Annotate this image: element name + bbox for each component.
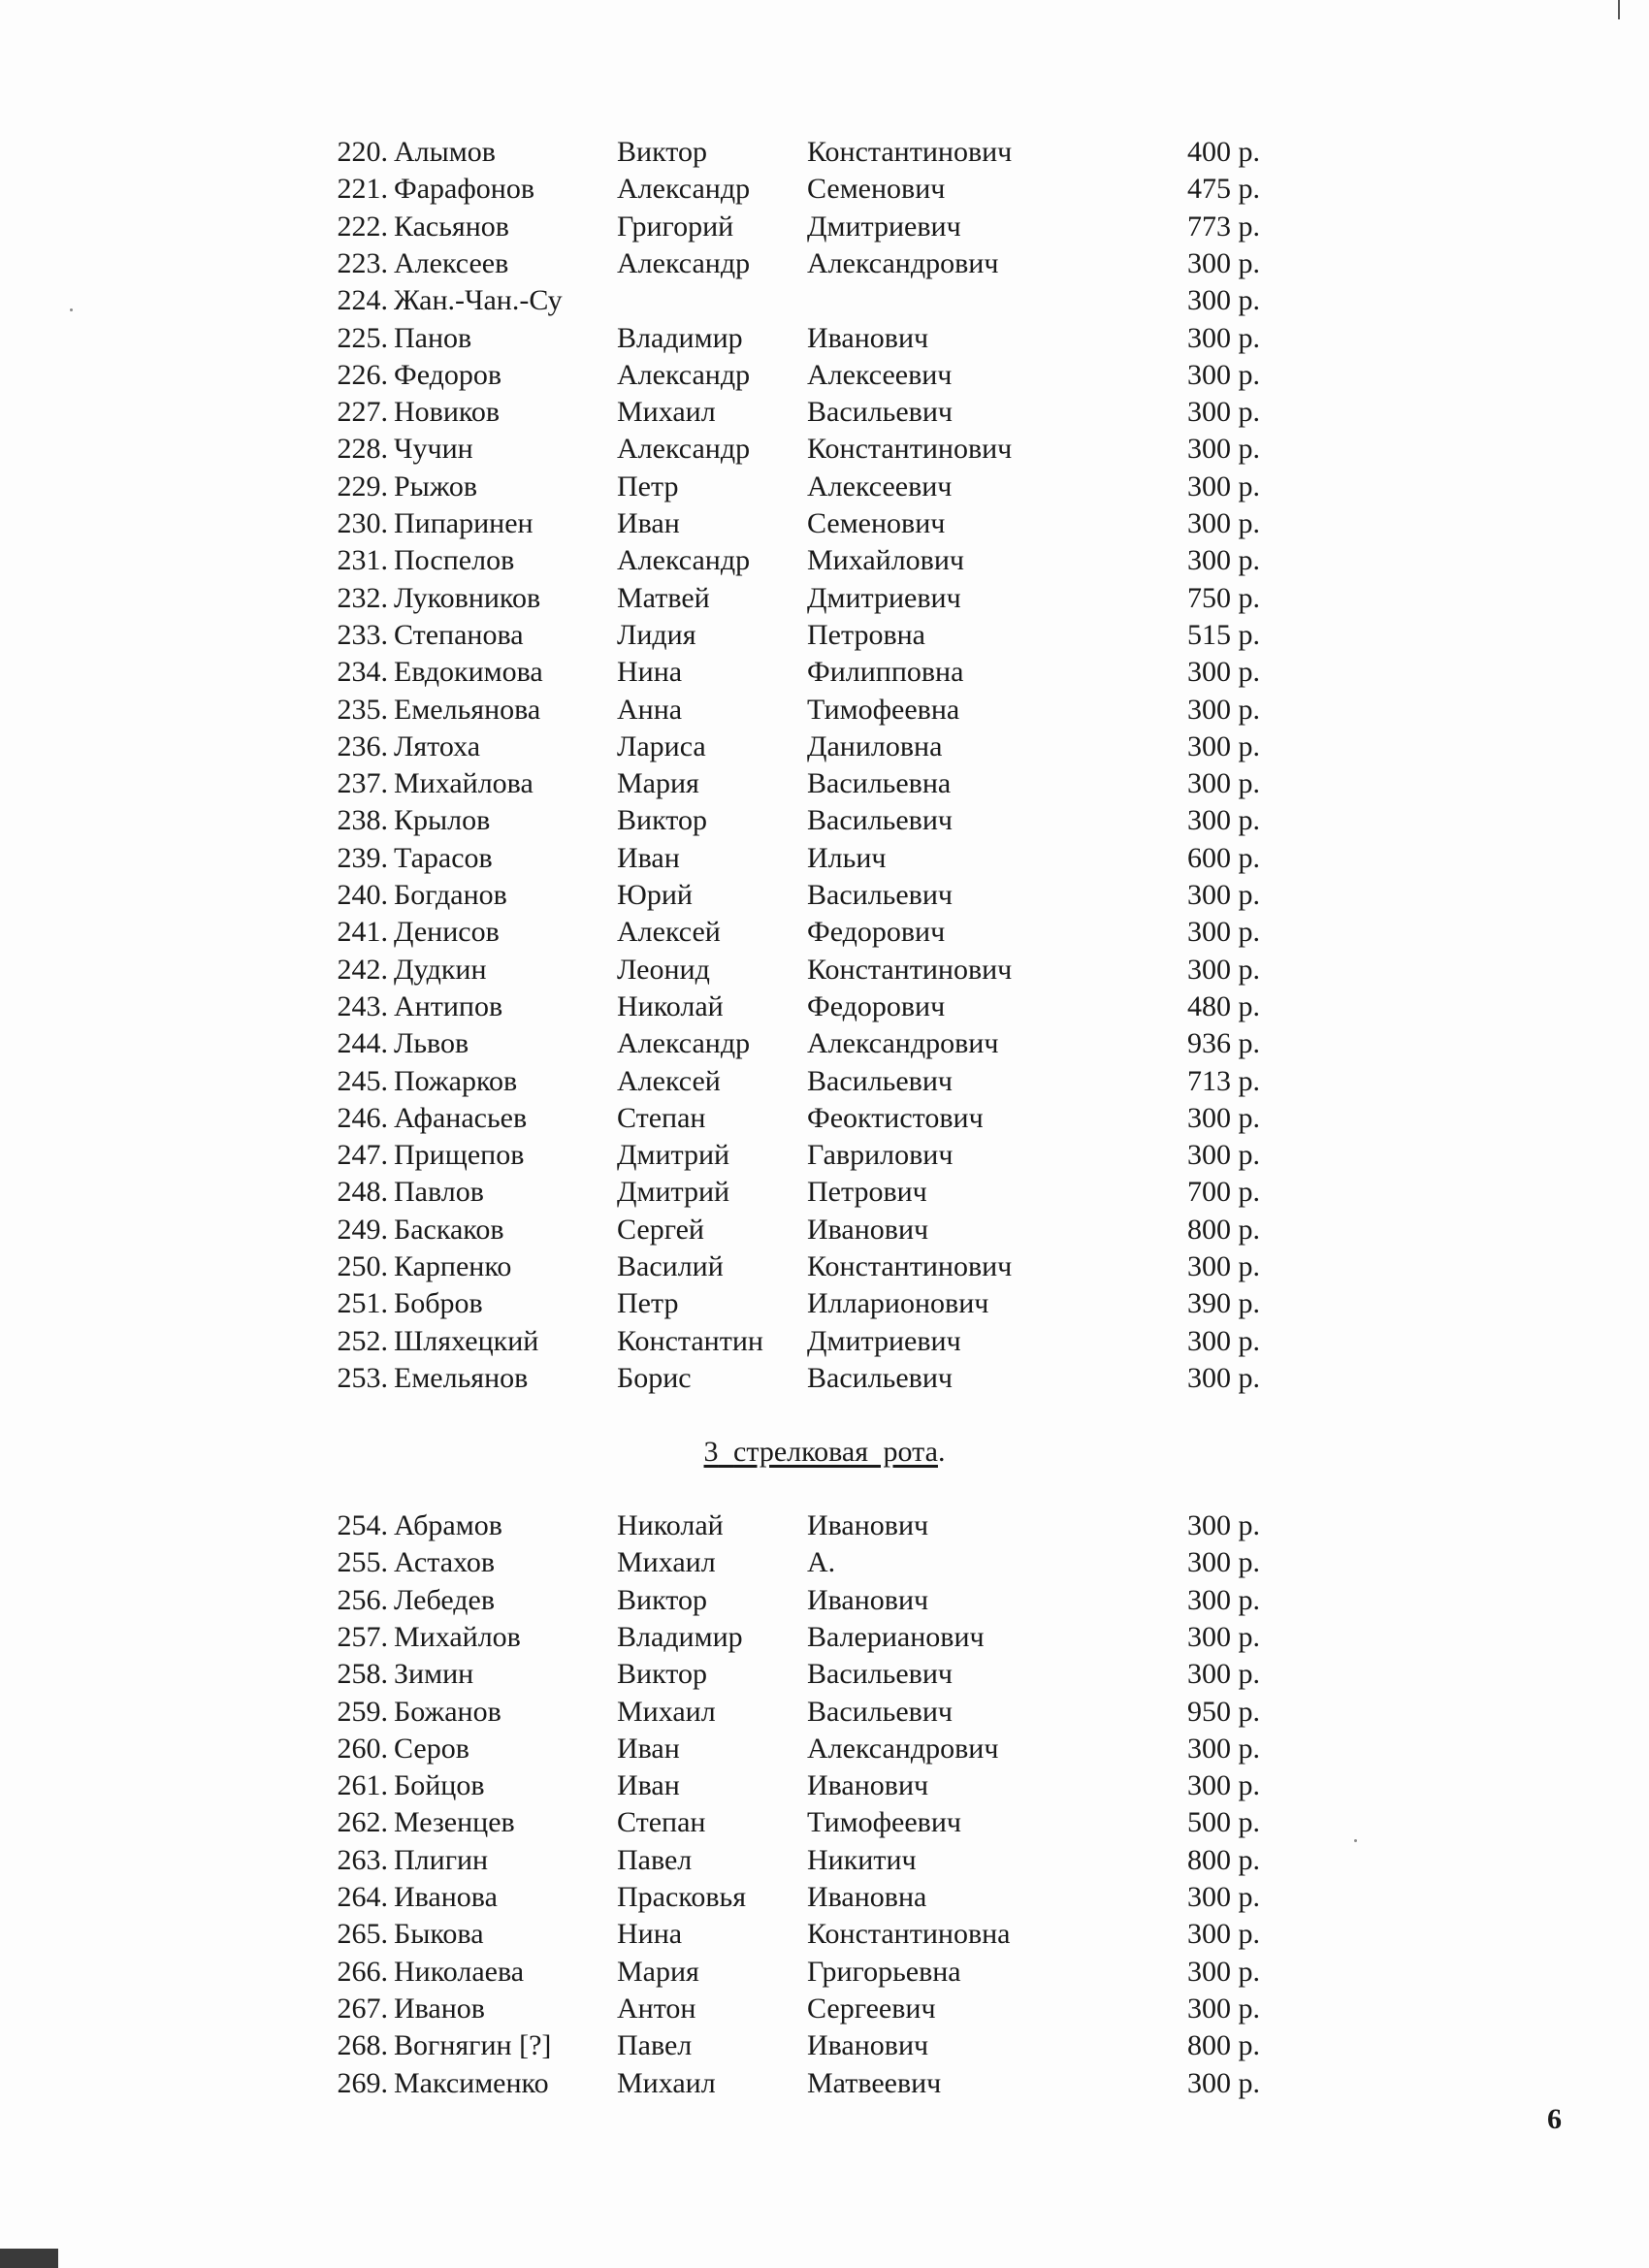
patronymic: Александрович — [807, 1027, 999, 1060]
section-heading-number: 3 — [703, 1436, 719, 1468]
patronymic: Константинович — [807, 953, 1013, 986]
patronymic: Илларионович — [807, 1287, 989, 1320]
patronymic: Григорьевна — [807, 1955, 961, 1988]
amount: 300 р. — [1187, 470, 1260, 502]
amount: 500 р. — [1187, 1806, 1260, 1839]
patronymic: Ильич — [807, 841, 887, 874]
patronymic: Константинович — [807, 1250, 1013, 1282]
amount: 480 р. — [1187, 989, 1260, 1022]
amount: 300 р. — [1187, 1620, 1260, 1653]
amount: 300 р. — [1187, 767, 1260, 800]
row-number: 238. — [337, 804, 388, 837]
row-number: 269. — [337, 2066, 388, 2099]
patronymic: Васильевич — [807, 1658, 953, 1691]
first-name: Антон — [617, 1992, 696, 2025]
surname: Луковников — [394, 581, 541, 614]
surname: Божанов — [394, 1695, 501, 1728]
amount: 400 р. — [1187, 136, 1260, 168]
row-number: 253. — [337, 1361, 388, 1394]
row-number: 239. — [337, 841, 388, 874]
amount: 800 р. — [1187, 1213, 1260, 1246]
row-number: 254. — [337, 1509, 388, 1541]
first-name: Иван — [617, 1769, 680, 1802]
row-number: 236. — [337, 729, 388, 762]
row-number: 246. — [337, 1101, 388, 1134]
first-name: Сергей — [617, 1213, 704, 1246]
surname: Абрамов — [394, 1509, 502, 1541]
row-number: 259. — [337, 1695, 388, 1728]
row-number: 262. — [337, 1806, 388, 1839]
first-name: Михаил — [617, 2066, 716, 2099]
patronymic: Дмитриевич — [807, 1324, 961, 1357]
section-heading-underlined — [704, 1436, 938, 1468]
amount: 300 р. — [1187, 693, 1260, 726]
row-number: 249. — [337, 1213, 388, 1246]
first-name: Дмитрий — [617, 1176, 730, 1209]
surname: Львов — [394, 1027, 469, 1060]
amount: 773 р. — [1187, 210, 1260, 243]
amount: 475 р. — [1187, 173, 1260, 206]
amount: 300 р. — [1187, 1324, 1260, 1357]
amount: 600 р. — [1187, 841, 1260, 874]
row-number: 221. — [337, 173, 388, 206]
surname: Богданов — [394, 879, 507, 911]
patronymic: Васильевич — [807, 879, 953, 911]
scan-corner-mark — [1618, 0, 1649, 19]
patronymic: Васильевич — [807, 1064, 953, 1097]
patronymic: Васильевич — [807, 1695, 953, 1728]
section-heading-text: стрелковая рота — [733, 1436, 938, 1468]
surname: Емельянов — [394, 1361, 529, 1394]
first-name: Петр — [617, 470, 679, 502]
patronymic: Гаврилович — [807, 1139, 954, 1172]
patronymic: А. — [807, 1546, 836, 1579]
first-name: Николай — [617, 1509, 724, 1541]
first-name: Иван — [617, 1732, 680, 1765]
first-name: Виктор — [617, 804, 707, 837]
row-number: 267. — [337, 1992, 388, 2025]
surname: Алымов — [394, 136, 496, 168]
row-number: 224. — [337, 284, 388, 317]
patronymic: Семенович — [807, 507, 946, 539]
amount: 300 р. — [1187, 321, 1260, 354]
surname: Максименко — [394, 2066, 549, 2099]
surname: Иванов — [394, 1992, 485, 2025]
first-name: Григорий — [617, 210, 734, 243]
row-number: 226. — [337, 358, 388, 391]
row-number: 261. — [337, 1769, 388, 1802]
row-number: 222. — [337, 210, 388, 243]
first-name: Степан — [617, 1806, 706, 1839]
surname: Михайлова — [394, 767, 534, 800]
surname: Прищепов — [394, 1139, 525, 1172]
first-name: Владимир — [617, 321, 743, 354]
row-number: 245. — [337, 1064, 388, 1097]
surname: Тарасов — [394, 841, 493, 874]
patronymic: Алексеевич — [807, 470, 953, 502]
first-name: Виктор — [617, 1583, 707, 1616]
first-name: Нина — [617, 656, 683, 689]
first-name: Петр — [617, 1287, 679, 1320]
surname: Новиков — [394, 396, 501, 429]
amount: 300 р. — [1187, 1250, 1260, 1282]
patronymic: Васильевич — [807, 1361, 953, 1394]
surname: Емельянова — [394, 693, 541, 726]
first-name: Анна — [617, 693, 683, 726]
first-name: Михаил — [617, 1695, 716, 1728]
first-name: Иван — [617, 507, 680, 539]
surname: Баскаков — [394, 1213, 504, 1246]
row-number: 248. — [337, 1176, 388, 1209]
row-number: 252. — [337, 1324, 388, 1357]
amount: 300 р. — [1187, 358, 1260, 391]
first-name: Леонид — [617, 953, 710, 986]
surname: Плигин — [394, 1843, 489, 1876]
surname: Чучин — [394, 433, 473, 466]
scan-speck — [70, 308, 73, 311]
amount: 390 р. — [1187, 1287, 1260, 1320]
patronymic: Алексеевич — [807, 358, 953, 391]
first-name: Нина — [617, 1918, 683, 1951]
first-name: Михаил — [617, 396, 716, 429]
amount: 700 р. — [1187, 1176, 1260, 1209]
patronymic: Иванович — [807, 1213, 929, 1246]
first-name: Николай — [617, 989, 724, 1022]
first-name: Алексей — [617, 1064, 721, 1097]
amount: 300 р. — [1187, 1658, 1260, 1691]
amount: 300 р. — [1187, 1955, 1260, 1988]
surname: Вогнягин [?] — [394, 2029, 552, 2062]
row-number: 257. — [337, 1620, 388, 1653]
surname: Карпенко — [394, 1250, 512, 1282]
patronymic: Васильевич — [807, 804, 953, 837]
patronymic: Матвеевич — [807, 2066, 942, 2099]
row-number: 229. — [337, 470, 388, 502]
amount: 800 р. — [1187, 2029, 1260, 2062]
first-name: Александр — [617, 358, 751, 391]
first-name: Александр — [617, 544, 751, 577]
row-number: 242. — [337, 953, 388, 986]
surname: Жан.-Чан.-Су — [394, 284, 563, 317]
amount: 300 р. — [1187, 1139, 1260, 1172]
row-number: 237. — [337, 767, 388, 800]
row-number: 264. — [337, 1881, 388, 1913]
row-number: 268. — [337, 2029, 388, 2062]
surname: Дудкин — [394, 953, 487, 986]
first-name: Мария — [617, 767, 699, 800]
surname: Бобров — [394, 1287, 483, 1320]
row-number: 232. — [337, 581, 388, 614]
first-name: Михаил — [617, 1546, 716, 1579]
first-name: Александр — [617, 246, 751, 279]
amount: 936 р. — [1187, 1027, 1260, 1060]
first-name: Матвей — [617, 581, 710, 614]
amount: 950 р. — [1187, 1695, 1260, 1728]
patronymic: Константинович — [807, 136, 1013, 168]
first-name: Александр — [617, 173, 751, 206]
amount: 300 р. — [1187, 1918, 1260, 1951]
row-number: 247. — [337, 1139, 388, 1172]
patronymic: Петровна — [807, 618, 925, 651]
patronymic: Тимофеевна — [807, 693, 960, 726]
amount: 300 р. — [1187, 1732, 1260, 1765]
row-number: 243. — [337, 989, 388, 1022]
first-name: Владимир — [617, 1620, 743, 1653]
patronymic: Сергеевич — [807, 1992, 936, 2025]
row-number: 263. — [337, 1843, 388, 1876]
surname: Степанова — [394, 618, 524, 651]
amount: 300 р. — [1187, 433, 1260, 466]
section-heading-period: . — [937, 1436, 946, 1468]
first-name: Павел — [617, 1843, 693, 1876]
first-name: Константин — [617, 1324, 763, 1357]
amount: 300 р. — [1187, 1769, 1260, 1802]
amount: 300 р. — [1187, 1546, 1260, 1579]
patronymic: Федорович — [807, 916, 946, 949]
row-number: 241. — [337, 916, 388, 949]
amount: 300 р. — [1187, 2066, 1260, 2099]
surname: Шляхецкий — [394, 1324, 539, 1357]
amount: 300 р. — [1187, 1509, 1260, 1541]
row-number: 258. — [337, 1658, 388, 1691]
patronymic: Иванович — [807, 1509, 929, 1541]
amount: 515 р. — [1187, 618, 1260, 651]
surname: Серов — [394, 1732, 469, 1765]
amount: 300 р. — [1187, 879, 1260, 911]
patronymic: Семенович — [807, 173, 946, 206]
patronymic: Дмитриевич — [807, 581, 961, 614]
amount: 300 р. — [1187, 804, 1260, 837]
surname: Иванова — [394, 1881, 498, 1913]
first-name: Лидия — [617, 618, 696, 651]
surname: Николаева — [394, 1955, 525, 1988]
first-name: Мария — [617, 1955, 699, 1988]
surname: Зимин — [394, 1658, 474, 1691]
patronymic: Филипповна — [807, 656, 964, 689]
row-number: 235. — [337, 693, 388, 726]
patronymic: Константинович — [807, 433, 1013, 466]
surname: Фарафонов — [394, 173, 534, 206]
scan-edge-mark — [0, 2249, 58, 2268]
row-number: 240. — [337, 879, 388, 911]
row-number: 231. — [337, 544, 388, 577]
surname: Лятоха — [394, 729, 481, 762]
first-name: Алексей — [617, 916, 721, 949]
surname: Федоров — [394, 358, 502, 391]
row-number: 227. — [337, 396, 388, 429]
surname: Астахов — [394, 1546, 496, 1579]
patronymic: Васильевна — [807, 767, 952, 800]
first-name: Василий — [617, 1250, 724, 1282]
amount: 300 р. — [1187, 396, 1260, 429]
surname: Бойцов — [394, 1769, 485, 1802]
row-number: 223. — [337, 246, 388, 279]
amount: 300 р. — [1187, 656, 1260, 689]
surname: Афанасьев — [394, 1101, 528, 1134]
amount: 300 р. — [1187, 1583, 1260, 1616]
amount: 300 р. — [1187, 1101, 1260, 1134]
amount: 800 р. — [1187, 1843, 1260, 1876]
patronymic: Ивановна — [807, 1881, 927, 1913]
surname: Быкова — [394, 1918, 484, 1951]
patronymic: Иванович — [807, 1769, 929, 1802]
first-name: Павел — [617, 2029, 693, 2062]
patronymic: Васильевич — [807, 396, 953, 429]
surname: Пожарков — [394, 1064, 518, 1097]
amount: 300 р. — [1187, 916, 1260, 949]
first-name: Виктор — [617, 1658, 707, 1691]
surname: Мезенцев — [394, 1806, 515, 1839]
page-number: 6 — [1547, 2103, 1562, 2135]
first-name: Борис — [617, 1361, 692, 1394]
first-name: Александр — [617, 1027, 751, 1060]
patronymic: Дмитриевич — [807, 210, 961, 243]
first-name: Степан — [617, 1101, 706, 1134]
row-number: 251. — [337, 1287, 388, 1320]
surname: Лебедев — [394, 1583, 495, 1616]
patronymic: Петрович — [807, 1176, 927, 1209]
amount: 300 р. — [1187, 284, 1260, 317]
first-name: Иван — [617, 841, 680, 874]
row-number: 244. — [337, 1027, 388, 1060]
amount: 750 р. — [1187, 581, 1260, 614]
row-number: 228. — [337, 433, 388, 466]
patronymic: Тимофеевич — [807, 1806, 961, 1839]
patronymic: Никитич — [807, 1843, 917, 1876]
section-heading — [0, 1434, 1649, 1471]
surname: Поспелов — [394, 544, 515, 577]
row-number: 256. — [337, 1583, 388, 1616]
row-number: 230. — [337, 507, 388, 539]
amount: 300 р. — [1187, 1881, 1260, 1913]
first-name: Дмитрий — [617, 1139, 730, 1172]
patronymic: Иванович — [807, 321, 929, 354]
row-number: 233. — [337, 618, 388, 651]
amount: 300 р. — [1187, 246, 1260, 279]
patronymic: Иванович — [807, 2029, 929, 2062]
patronymic: Михайлович — [807, 544, 964, 577]
amount: 300 р. — [1187, 953, 1260, 986]
patronymic: Константиновна — [807, 1918, 1011, 1951]
surname: Евдокимова — [394, 656, 543, 689]
first-name: Прасковья — [617, 1881, 746, 1913]
row-number: 266. — [337, 1955, 388, 1988]
amount: 300 р. — [1187, 729, 1260, 762]
row-number: 225. — [337, 321, 388, 354]
row-number: 234. — [337, 656, 388, 689]
surname: Павлов — [394, 1176, 484, 1209]
patronymic: Валерианович — [807, 1620, 985, 1653]
surname: Рыжов — [394, 470, 477, 502]
surname: Касьянов — [394, 210, 509, 243]
row-number: 220. — [337, 136, 388, 168]
patronymic: Феоктистович — [807, 1101, 984, 1134]
surname: Алексеев — [394, 246, 509, 279]
amount: 713 р. — [1187, 1064, 1260, 1097]
patronymic: Иванович — [807, 1583, 929, 1616]
amount: 300 р. — [1187, 1361, 1260, 1394]
patronymic: Федорович — [807, 989, 946, 1022]
patronymic: Александрович — [807, 1732, 999, 1765]
surname: Антипов — [394, 989, 503, 1022]
row-number: 260. — [337, 1732, 388, 1765]
surname: Крылов — [394, 804, 491, 837]
first-name: Лариса — [617, 729, 706, 762]
first-name: Виктор — [617, 136, 707, 168]
surname: Пипаринен — [394, 507, 534, 539]
amount: 300 р. — [1187, 1992, 1260, 2025]
surname: Панов — [394, 321, 472, 354]
first-name: Александр — [617, 433, 751, 466]
row-number: 265. — [337, 1918, 388, 1951]
scan-speck — [1354, 1839, 1357, 1842]
row-number: 255. — [337, 1546, 388, 1579]
amount: 300 р. — [1187, 544, 1260, 577]
first-name: Юрий — [617, 879, 693, 911]
surname: Денисов — [394, 916, 500, 949]
surname: Михайлов — [394, 1620, 521, 1653]
patronymic: Даниловна — [807, 729, 943, 762]
patronymic: Александрович — [807, 246, 999, 279]
row-number: 250. — [337, 1250, 388, 1282]
amount: 300 р. — [1187, 507, 1260, 539]
